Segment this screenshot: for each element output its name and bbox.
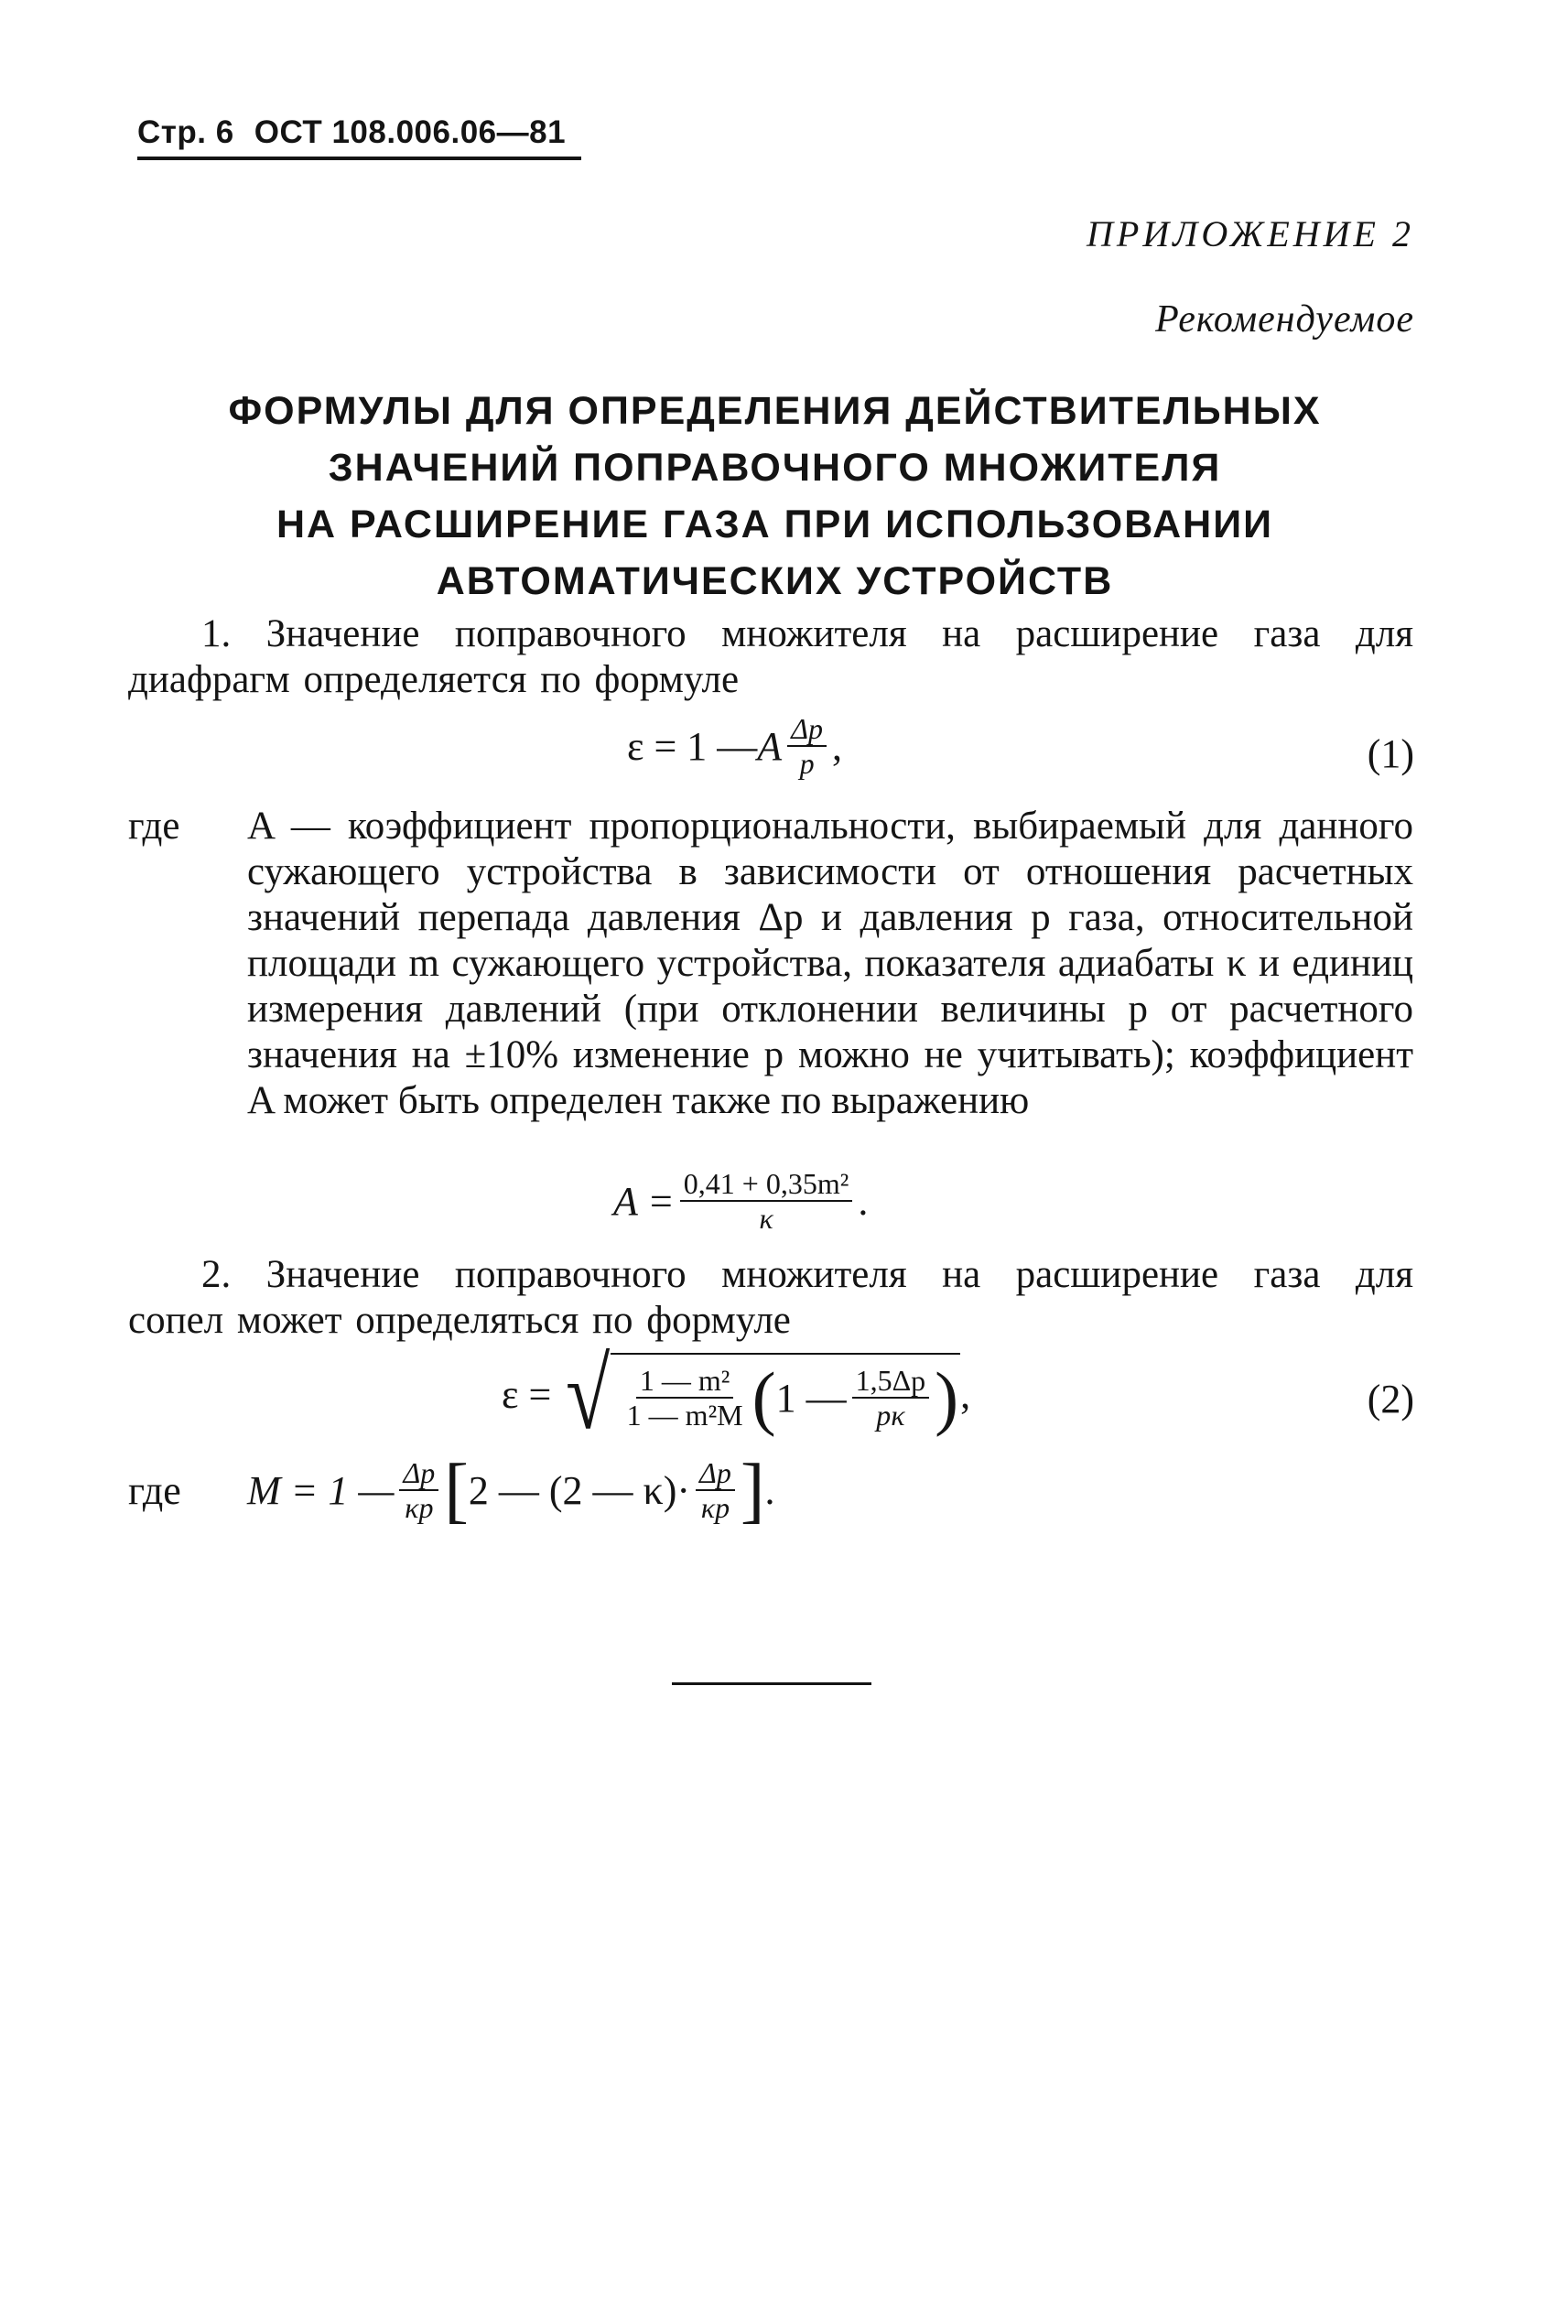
formula-M — [128, 1450, 775, 1530]
formula1-tail: , — [831, 723, 842, 769]
radical-sign: √ — [566, 1338, 611, 1450]
formulaM-inner: 2 — (2 — κ)· — [468, 1467, 691, 1513]
formulaM-fraction-1 — [399, 1456, 438, 1524]
formula1-fraction — [787, 712, 827, 780]
formulaM-frac2-denominator: κp — [700, 1491, 730, 1524]
formulaM-frac1-denominator: κp — [405, 1491, 434, 1524]
formula-2 — [502, 1338, 971, 1450]
formula2-fraction-1 — [623, 1364, 747, 1432]
section1-line-1: 1. Значение поправочного множителя на расширение газа для — [201, 612, 1413, 655]
left-paren: ( — [752, 1357, 776, 1437]
formula1-number: (1) — [1367, 731, 1414, 776]
formulaM-lhs: M = 1 — — [247, 1467, 395, 1513]
appendix-label: ПРИЛОЖЕНИЕ 2 — [1087, 213, 1414, 254]
left-bracket: [ — [444, 1450, 469, 1530]
formulaM-where-label: где — [128, 1467, 181, 1513]
square-root — [560, 1338, 960, 1450]
formula1-numerator: Δp — [787, 712, 827, 747]
document-title — [137, 383, 1412, 610]
formulaM-frac1-numerator: Δp — [399, 1456, 438, 1491]
section2-line-2: сопел может определяться по формуле — [128, 1299, 791, 1342]
title-line-4: АВТОМАТИЧЕСКИХ УСТРОЙСТВ — [436, 559, 1114, 603]
formulaA-denominator: κ — [759, 1202, 773, 1235]
right-bracket: ] — [740, 1450, 765, 1530]
section1-line-2: диафрагм определяется по формуле — [128, 658, 740, 701]
formula2-lhs: ε = — [502, 1371, 552, 1417]
standard-number: ОСТ 108.006.06—81 — [254, 114, 567, 150]
title-line-3: НА РАСШИРЕНИЕ ГАЗА ПРИ ИСПОЛЬЗОВАНИИ — [276, 503, 1274, 546]
formulaA-tail: . — [858, 1178, 869, 1224]
formula2-frac1-numerator: 1 — m² — [636, 1364, 733, 1399]
appendix-status: Рекомендуемое — [1155, 298, 1414, 340]
title-line-2: ЗНАЧЕНИЙ ПОПРАВОЧНОГО МНОЖИТЕЛЯ — [328, 446, 1222, 490]
formulaM-tail: . — [764, 1467, 775, 1513]
definition-text: A — коэффициент пропорциональности, выбираемый для данного сужающего устройства в зависимости от отношения расчетных значений перепада давления Δp и давления p газа, относительной площади m сужающего устройства, показателя адиабаты κ и единиц измерения давлений (при отклонении величины p от расчетного значения на ±10% изменение p можно не учитывать); коэффициент A может быть определен также по выражению — [247, 805, 1413, 1122]
formula-A — [613, 1167, 868, 1235]
formulaM-fraction-2 — [696, 1456, 735, 1524]
formula2-inner-one: 1 — — [775, 1375, 847, 1421]
formula-1 — [627, 712, 842, 780]
formula2-frac1-denominator: 1 — m²M — [626, 1399, 743, 1432]
formulaA-fraction — [680, 1167, 853, 1235]
page-number: Стр. 6 — [137, 114, 234, 150]
formula1-coef: A — [757, 723, 783, 769]
formula2-tail: , — [960, 1371, 971, 1417]
formulaA-lhs: A = — [613, 1178, 675, 1224]
where-label: где — [128, 805, 180, 848]
radicand — [611, 1353, 960, 1435]
title-line-1: ФОРМУЛЫ ДЛЯ ОПРЕДЕЛЕНИЯ ДЕЙСТВИТЕЛЬНЫХ — [228, 389, 1322, 433]
formula2-frac2-denominator: pκ — [876, 1399, 905, 1432]
right-paren: ) — [935, 1357, 959, 1437]
formula2-fraction-2 — [852, 1364, 930, 1432]
formula1-lhs: ε = 1 — — [627, 723, 758, 769]
formulaM-frac2-numerator: Δp — [696, 1456, 735, 1491]
running-head — [137, 114, 581, 160]
end-rule — [672, 1682, 871, 1685]
formula2-frac2-numerator: 1,5Δp — [852, 1364, 930, 1399]
formula1-denominator: p — [799, 747, 815, 780]
section2-line-1: 2. Значение поправочного множителя на расширение газа для — [201, 1253, 1413, 1296]
formulaA-numerator: 0,41 + 0,35m² — [680, 1167, 853, 1202]
formula2-number: (2) — [1367, 1377, 1414, 1421]
